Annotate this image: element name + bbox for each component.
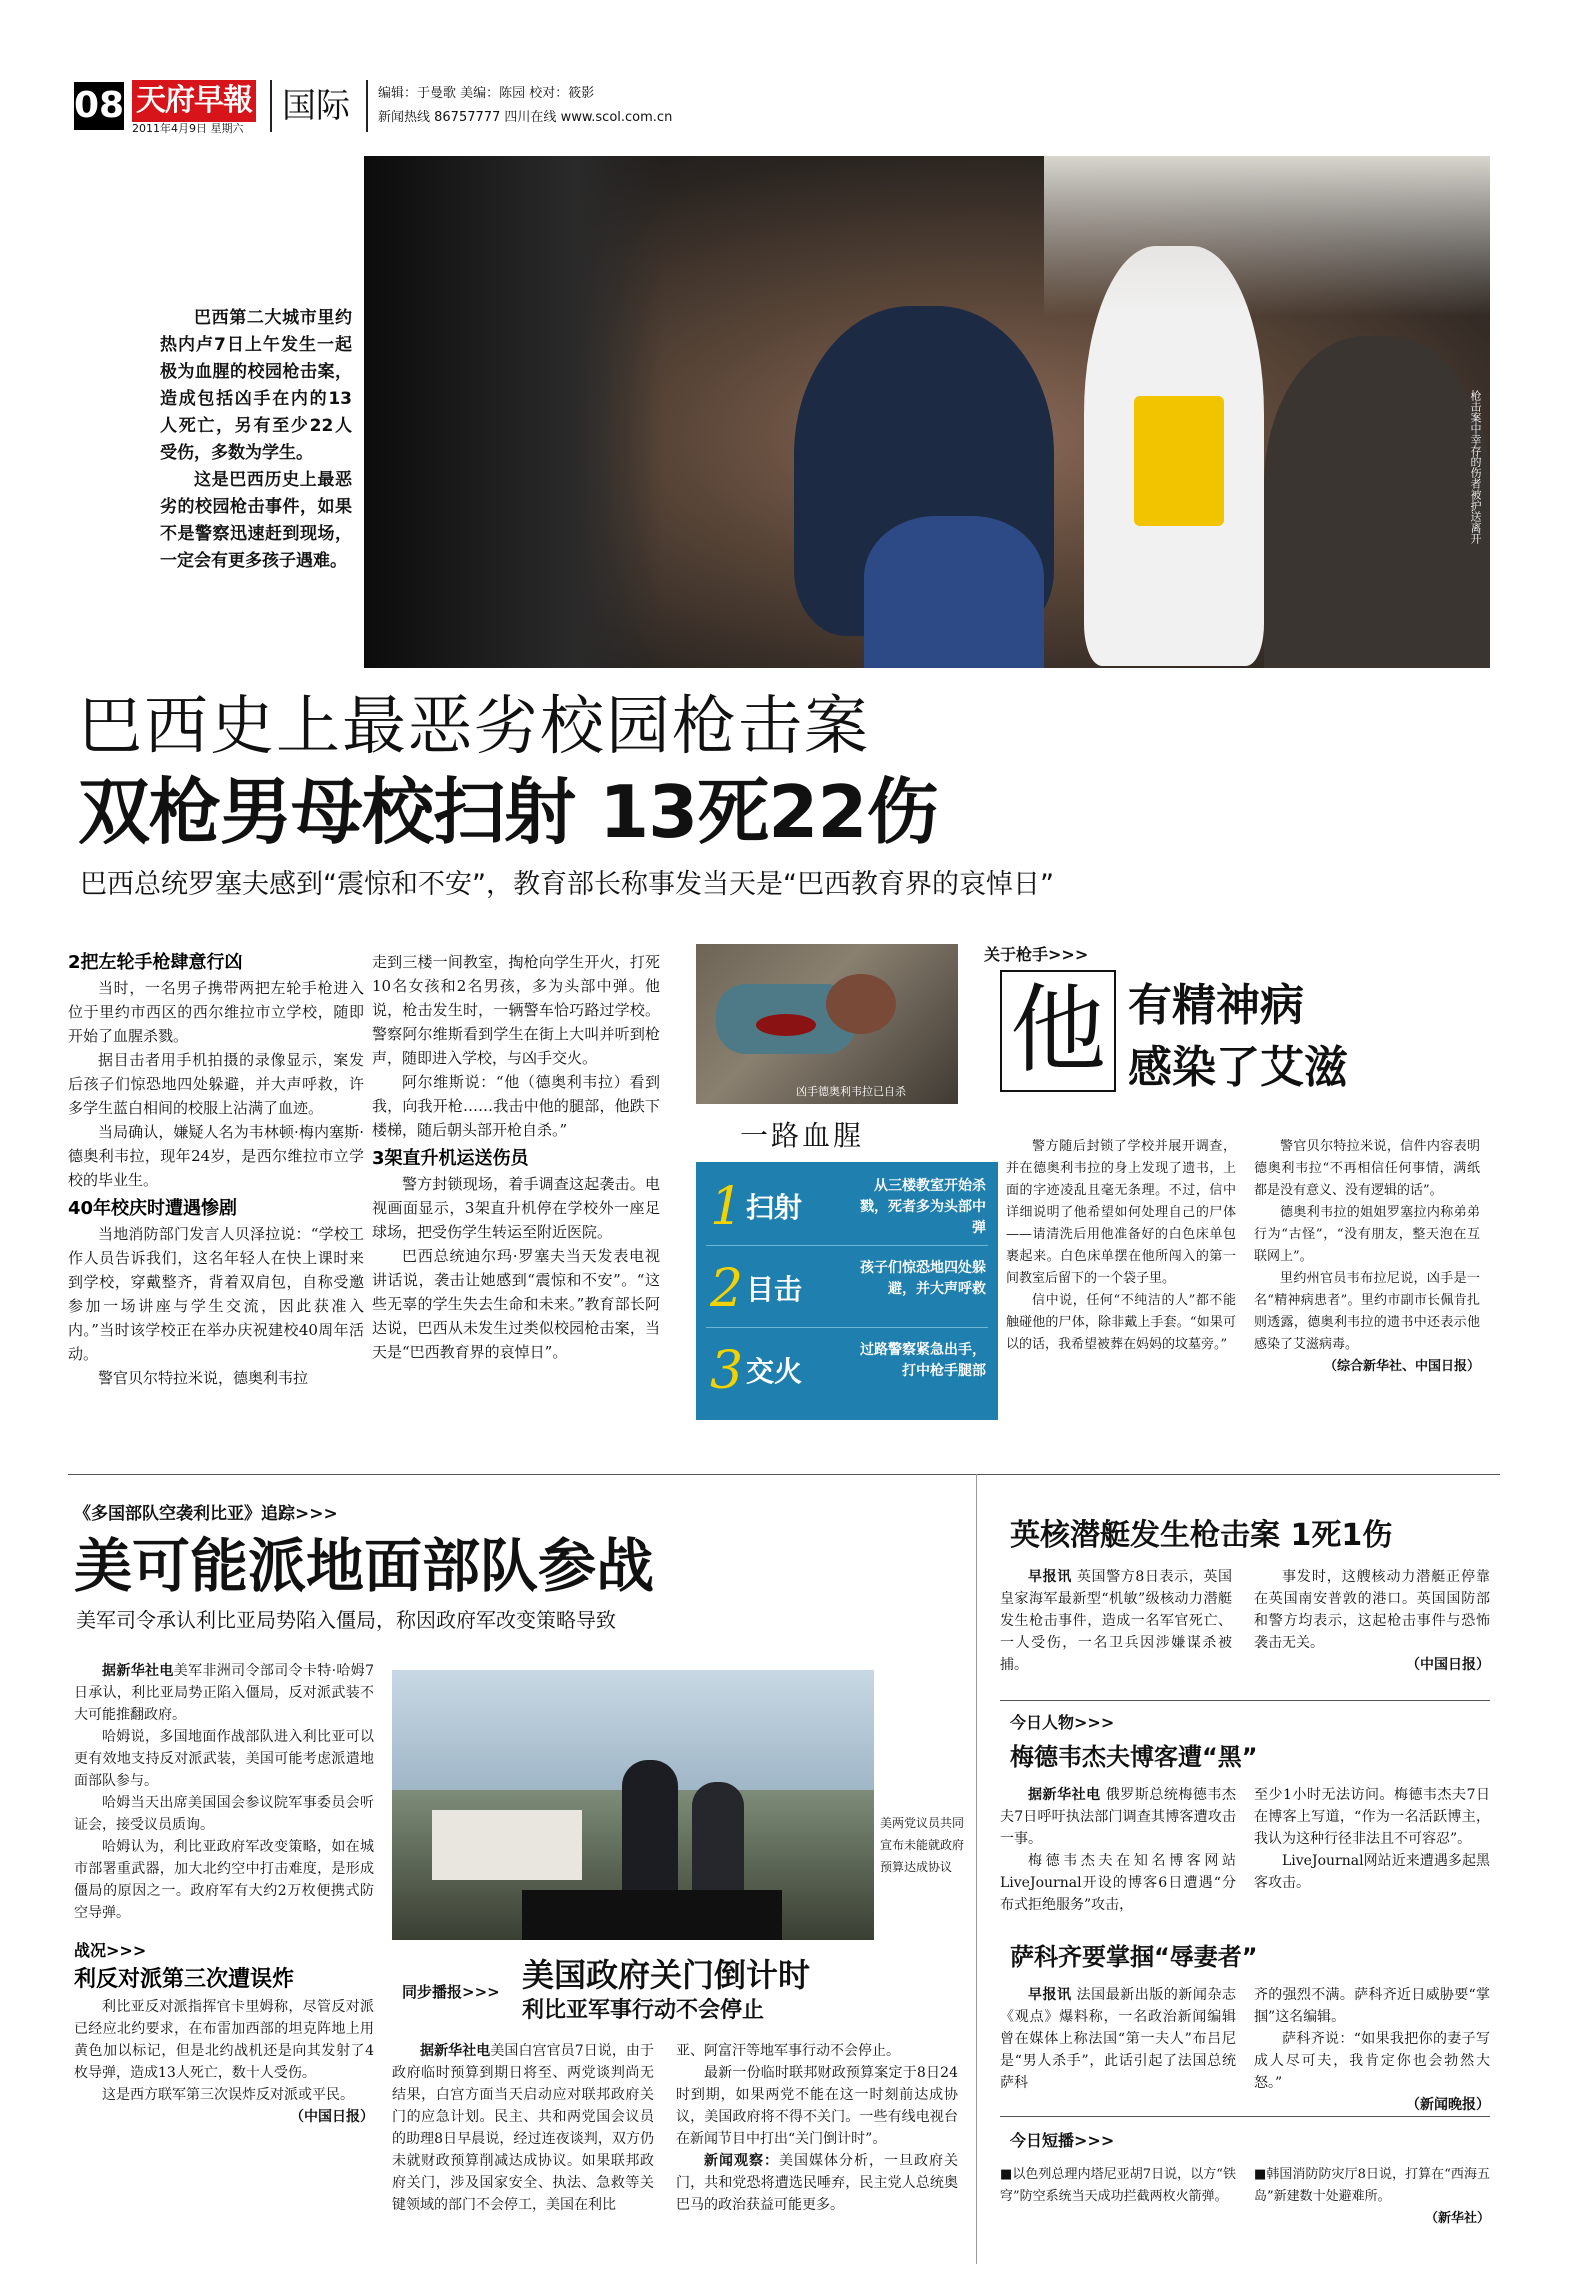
timeline-step-2-num: 2 bbox=[710, 1259, 744, 1319]
story1-p1: 当时，一名男子携带两把左轮手枪进入位于里约市西区的西尔维拉市立学校，随即开始了血腥杀戮。 bbox=[68, 979, 364, 1045]
timeline-step-1 bbox=[706, 1172, 988, 1246]
sub-col2 bbox=[1254, 1566, 1490, 1676]
brief-item-2: ■韩国消防防灾厅8日说，打算在“西海五岛”新建数十处避难所。 bbox=[1254, 2167, 1490, 2204]
shutdown-deck: 利比亚军事行动不会停止 bbox=[522, 1998, 765, 2023]
sarkozy-col1 bbox=[1000, 1984, 1236, 2094]
medvedev-p4: LiveJournal网站近来遭遇多起黑客攻击。 bbox=[1254, 1853, 1490, 1891]
story1-p9: 巴西总统迪尔玛·罗塞夫当天发表电视讲话说，袭击让她感到“震惊和不安”。“这些无辜的学生失去生命和未来。”教育部长阿达说，巴西从未发生过类似校园枪击案，当天是“巴西教育界的哀悼日”。 bbox=[372, 1247, 660, 1361]
gunman-col2 bbox=[1254, 1136, 1480, 1378]
shutdown-col2 bbox=[676, 2040, 958, 2216]
story1-p6: 走到三楼一间教室，掏枪向学生开火，打死10名女孩和2名男孩，多为头部中弹。他说，枪击发生时，一辆警车恰巧路过学校。警察阿尔维斯看到学生在街上大叫并听到枪声，随即进入学校，与凶手交火。 bbox=[372, 953, 660, 1067]
lead-photo-crowd bbox=[364, 156, 1490, 668]
gunman-p1: 警方随后封锁了学校并展开调查，并在德奥利韦拉的身上发现了遗书，上面的字迹凌乱且毫无条理。不过，信中详细说明了他希望如何处理自己的尸体——请清洗后用他准备好的白色床单包裹起来。白色床单摆在他所闯入的第一间教室后留下的一个袋子里。 bbox=[1006, 1139, 1236, 1286]
libya-p4: 哈姆认为，利比亚政府军改变策略，如在城市部署重武器，加大北约空中打击难度，是形成僵局的原因之一。政府军有大约2万枚便携式防空导弹。 bbox=[74, 1839, 374, 1921]
brief-kicker: 今日短播>>> bbox=[1010, 2131, 1115, 2150]
story1-subhead-2: 40年校庆时遭遇惨剧 bbox=[68, 1198, 238, 1219]
story1-subhead-1: 2把左轮手枪肆意行凶 bbox=[68, 952, 243, 973]
sarkozy-headline: 萨科齐要掌掴“辱妻者” bbox=[1010, 1943, 1258, 1971]
medvedev-p1-text: 俄罗斯总统梅德韦杰夫7日呼吁执法部门调查其博客遭攻击一事。 bbox=[1000, 1787, 1237, 1847]
story1-p5: 警官贝尔特拉米说，德奥利韦拉 bbox=[98, 1369, 309, 1387]
sub-p1-text: 英国警方8日表示，英国皇家海军最新型“机敏”级核动力潜艇发生枪击事件，造成一名军官死亡、一人受伤，一名卫兵因涉嫌谋杀被捕。 bbox=[1000, 1569, 1233, 1673]
editors-line: 编辑：于曼歌 美编：陈园 校对：筱影 bbox=[378, 86, 595, 101]
story1-p4: 当地消防部门发言人贝泽拉说：“学校工作人员告诉我们，这名年轻人在快上课时来到学校，穿戴整齐，背着双肩包，自称受邀参加一场讲座与学生交流，因此获准入内。”当时该学校正在举办庆祝建校40周年活动。 bbox=[68, 1225, 364, 1363]
issue-date: 2011年4月9日 星期六 bbox=[132, 122, 244, 135]
story1-p3: 当局确认，嫌疑人名为韦林顿·梅内塞斯·德奥利韦拉，现年24岁，是西尔维拉市立学校的毕业生。 bbox=[68, 1123, 364, 1189]
medvedev-headline: 梅德韦杰夫博客遭“黑” bbox=[1010, 1743, 1258, 1771]
medvedev-p1 bbox=[1000, 1784, 1236, 1850]
medvedev-col1 bbox=[1000, 1784, 1236, 1916]
libya-p2: 哈姆说，多国地面作战部队进入利比亚可以更有效地支持反对派武装，美国可能考虑派遣地面部队参与。 bbox=[74, 1729, 374, 1789]
libya-col1 bbox=[74, 1660, 374, 2128]
timeline-step-2-label: 目击 bbox=[746, 1273, 803, 1306]
war-p1: 利比亚反对派指挥官卡里姆称，尽管反对派已经应北约要求，在布雷加西部的坦克阵地上用黄色加以标记，但是北约战机还是向其发射了4枚导弹，造成13人死亡，数十人受伤。 bbox=[74, 1999, 374, 2081]
timeline-box bbox=[696, 1162, 998, 1420]
story1-col1 bbox=[68, 950, 364, 1390]
lead-intro-p1: 巴西第二大城市里约热内卢7日上午发生一起极为血腥的校园枪击案，造成包括凶手在内的13人死亡，另有至少22人受伤，多数为学生。 bbox=[160, 308, 352, 463]
gunman-source: （综合新华社、中国日报） bbox=[1323, 1359, 1480, 1374]
timeline-step-1-num: 1 bbox=[710, 1177, 744, 1237]
libya-photo-caption: 美两党议员共同宣布未能就政府预算达成协议 bbox=[880, 1816, 965, 1874]
sarkozy-p1 bbox=[1000, 1984, 1236, 2094]
gunman-p3: 警官贝尔特拉米说，信件内容表明德奥利韦拉“不再相信任何事情，满纸都是没有意义、没有逻辑的话”。 bbox=[1254, 1139, 1480, 1198]
timeline-title: 一路血腥 bbox=[740, 1119, 865, 1152]
sarkozy-col2 bbox=[1254, 1984, 1490, 2116]
medvedev-p2: 梅德韦杰夫在知名博客网站LiveJournal开设的博客6日遭遇“分布式拒绝服务”攻击， bbox=[1000, 1853, 1236, 1913]
main-headline-1: 巴西史上最恶劣校园枪击案 bbox=[78, 690, 870, 764]
war-headline: 利反对派第三次遭误炸 bbox=[74, 1967, 295, 1992]
medvedev-col2 bbox=[1254, 1784, 1490, 1894]
libya-p3: 哈姆当天出席美国国会参议院军事委员会听证会，接受议员质询。 bbox=[74, 1795, 374, 1833]
libya-deck: 美军司令承认利比亚局势陷入僵局，称因政府军改变策略导致 bbox=[76, 1608, 616, 1632]
sidebar-rule-2 bbox=[1000, 2116, 1490, 2117]
war-source: （中国日报） bbox=[290, 2109, 374, 2125]
shutdown-tag: 同步播报>>> bbox=[402, 1983, 500, 2001]
people-kicker: 今日人物>>> bbox=[1010, 1713, 1115, 1732]
sarkozy-p3: 萨科齐说：“如果我把你的妻子写成人尽可夫，我肯定你也会勃然大怒。” bbox=[1254, 2031, 1490, 2091]
shutdown-p3: 最新一份临时联邦财政预算案定于8日24时到期，如果两党不能在这一时刻前达成协议，美国政府将不得不关门。一些有线电视台在新闻节目中打出“关门倒计时”。 bbox=[676, 2065, 958, 2147]
sarkozy-p1-lead: 早报讯 bbox=[1028, 1987, 1072, 2003]
shutdown-p2: 亚、阿富汗等地军事行动不会停止。 bbox=[676, 2043, 900, 2059]
sarkozy-source: （新闻晚报） bbox=[1406, 2097, 1490, 2113]
story1-p8: 警方封锁现场，着手调查这起袭击。电视画面显示，3架直升机停在学校外一座足球场，把受伤学生转运至附近医院。 bbox=[372, 1175, 660, 1241]
header-divider-2 bbox=[366, 80, 368, 132]
shutdown-p1 bbox=[392, 2040, 654, 2216]
sidebar-rule-1 bbox=[1000, 1700, 1490, 1701]
main-deck: 巴西总统罗塞夫感到“震惊和不安”，教育部长称事发当天是“巴西教育界的哀悼日” bbox=[80, 869, 1054, 900]
section-divider bbox=[68, 1474, 1500, 1475]
lead-photo-caption: 枪击案中幸存的伤者被护送离开 bbox=[1469, 390, 1482, 544]
timeline-step-3-num: 3 bbox=[710, 1341, 744, 1401]
shutdown-p1-text: 美国白宫官员7日说，由于政府临时预算到期日将至、两党谈判尚无结果，白宫方面当天启动应对联邦政府关门的应急计划。民主、共和两党国会议员的助理8日早晨说，经过连夜谈判，双方仍未就财政预算削减达成协议。如果联邦政府关门，涉及国家安全、执法、急救等关键领域的部门不会停工，美国在利比 bbox=[392, 2043, 654, 2213]
story1-col2 bbox=[372, 950, 660, 1364]
hotline-line: 新闻热线 86757777 四川在线 www.scol.com.cn bbox=[378, 110, 673, 125]
shutdown-obs-lead: 新闻观察： bbox=[704, 2153, 779, 2169]
timeline-step-2 bbox=[706, 1254, 988, 1328]
shutdown-p1-lead: 据新华社电 bbox=[420, 2043, 491, 2059]
timeline-step-1-text: 从三楼教室开始杀戮，死者多为头部中弹 bbox=[860, 1178, 986, 1236]
brief-col2 bbox=[1254, 2164, 1490, 2230]
gunman-photo bbox=[696, 944, 958, 1104]
sub-source: （中国日报） bbox=[1406, 1657, 1490, 1673]
libya-p1-text: 美军非洲司令部司令卡特·哈姆7日承认，利比亚局势正陷入僵局，反对派武装不大可能推翻政府。 bbox=[74, 1663, 374, 1723]
sidebar-divider bbox=[976, 1474, 977, 2264]
story1-p7: 阿尔维斯说：“他（德奥利韦拉）看到我，向我开枪……我击中他的腿部，他跌下楼梯，随后朝头部开枪自杀。” bbox=[372, 1073, 660, 1139]
libya-p1-lead: 据新华社电 bbox=[102, 1663, 174, 1679]
gunman-headline-1: 有精神病 bbox=[1128, 980, 1304, 1031]
sub-p2: 事发时，这艘核动力潜艇正停靠在英国南安普敦的港口。英国国防部和警方均表示，这起枪击事件与恐怖袭击无关。 bbox=[1254, 1569, 1490, 1651]
timeline-step-3-label: 交火 bbox=[746, 1355, 803, 1388]
gunman-photo-caption: 凶手德奥利韦拉已自杀 bbox=[796, 1085, 906, 1098]
shutdown-obs-text: 美国媒体分析，一旦政府关门，共和党恐将遭选民唾弃，民主党人总统奥巴马的政治获益可能更多。 bbox=[676, 2153, 958, 2213]
gunman-big-char: 他 bbox=[1000, 970, 1116, 1092]
lead-intro bbox=[160, 305, 352, 575]
lead-intro-p2: 这是巴西历史上最恶劣的校园枪击事件，如果不是警察迅速赶到现场，一定会有更多孩子遇难。 bbox=[160, 470, 352, 571]
gunman-p4: 德奥利韦拉的姐姐罗塞拉内称弟弟行为“古怪”，“没有朋友，整天泡在互联网上”。 bbox=[1254, 1205, 1480, 1264]
gunman-col1 bbox=[1006, 1136, 1236, 1356]
header-divider bbox=[270, 80, 272, 132]
timeline-step-1-label: 扫射 bbox=[746, 1191, 803, 1224]
libya-p1 bbox=[74, 1660, 374, 1726]
libya-photo bbox=[392, 1670, 874, 1940]
brief-item-1: ■以色列总理内塔尼亚胡7日说，以方“铁穹”防空系统当天成功拦截两枚火箭弹。 bbox=[1000, 2167, 1236, 2204]
shutdown-col1 bbox=[392, 2040, 654, 2216]
newspaper-logo: 天府早報 bbox=[132, 80, 256, 122]
gunman-headline-2: 感染了艾滋 bbox=[1128, 1042, 1348, 1093]
gunman-p5: 里约州官员韦布拉尼说，凶手是一名“精神病患者”。里约市副市长佩肯扎则透露，德奥利韦拉的遗书中还表示他感染了艾滋病毒。 bbox=[1254, 1271, 1480, 1352]
gunman-p2: 信中说，任何“不纯洁的人”都不能触碰他的尸体，除非戴上手套。“如果可以的话，我希望被葬在妈妈的坟墓旁。” bbox=[1006, 1293, 1236, 1352]
timeline-step-3 bbox=[706, 1336, 988, 1410]
medvedev-p1-lead: 据新华社电 bbox=[1028, 1787, 1101, 1803]
sidebar-sub-headline: 英核潜艇发生枪击案 1死1伤 bbox=[1010, 1518, 1393, 1553]
timeline-step-3-text: 过路警察紧急出手，打中枪手腿部 bbox=[860, 1342, 986, 1379]
libya-kicker: 《多国部队空袭利比亚》追踪>>> bbox=[74, 1504, 338, 1524]
war-kicker: 战况>>> bbox=[74, 1941, 147, 1960]
main-headline-2: 双枪男母校扫射 13死22伤 bbox=[78, 770, 938, 854]
sub-p1 bbox=[1000, 1566, 1232, 1676]
sarkozy-p1-text: 法国最新出版的新闻杂志《观点》爆料称，一名政治新闻编辑曾在媒体上称法国“第一夫人”布吕尼是“男人杀手”，此话引起了法国总统萨科 bbox=[1000, 1987, 1237, 2091]
page-number: 08 bbox=[74, 82, 124, 130]
timeline-step-2-text: 孩子们惊恐地四处躲避，并大声呼救 bbox=[860, 1260, 986, 1297]
war-p2: 这是西方联军第三次误炸反对派或平民。 bbox=[102, 2087, 354, 2103]
brief-col1 bbox=[1000, 2164, 1236, 2208]
story1-p2: 据目击者用手机拍摄的录像显示，案发后孩子们惊恐地四处躲避，并大声呼救，许多学生蓝白相间的校服上沾满了血迹。 bbox=[68, 1051, 364, 1117]
section-name: 国际 bbox=[282, 86, 350, 126]
sub-col1 bbox=[1000, 1566, 1232, 1676]
sarkozy-p2: 齐的强烈不满。萨科齐近日威胁要“掌掴”这名编辑。 bbox=[1254, 1987, 1490, 2025]
story1-subhead-3: 3架直升机运送伤员 bbox=[372, 1148, 529, 1169]
brief-source: （新华社） bbox=[1424, 2211, 1490, 2226]
sub-p1-lead: 早报讯 bbox=[1028, 1569, 1072, 1585]
medvedev-p3: 至少1小时无法访问。梅德韦杰夫7日在博客上写道，“作为一名活跃博主，我认为这种行径非法且不可容忍”。 bbox=[1254, 1787, 1490, 1847]
libya-headline: 美可能派地面部队参战 bbox=[74, 1532, 655, 1600]
gunman-kicker: 关于枪手>>> bbox=[984, 945, 1089, 964]
shutdown-observation bbox=[676, 2150, 958, 2216]
shutdown-headline: 美国政府关门倒计时 bbox=[522, 1956, 811, 1994]
